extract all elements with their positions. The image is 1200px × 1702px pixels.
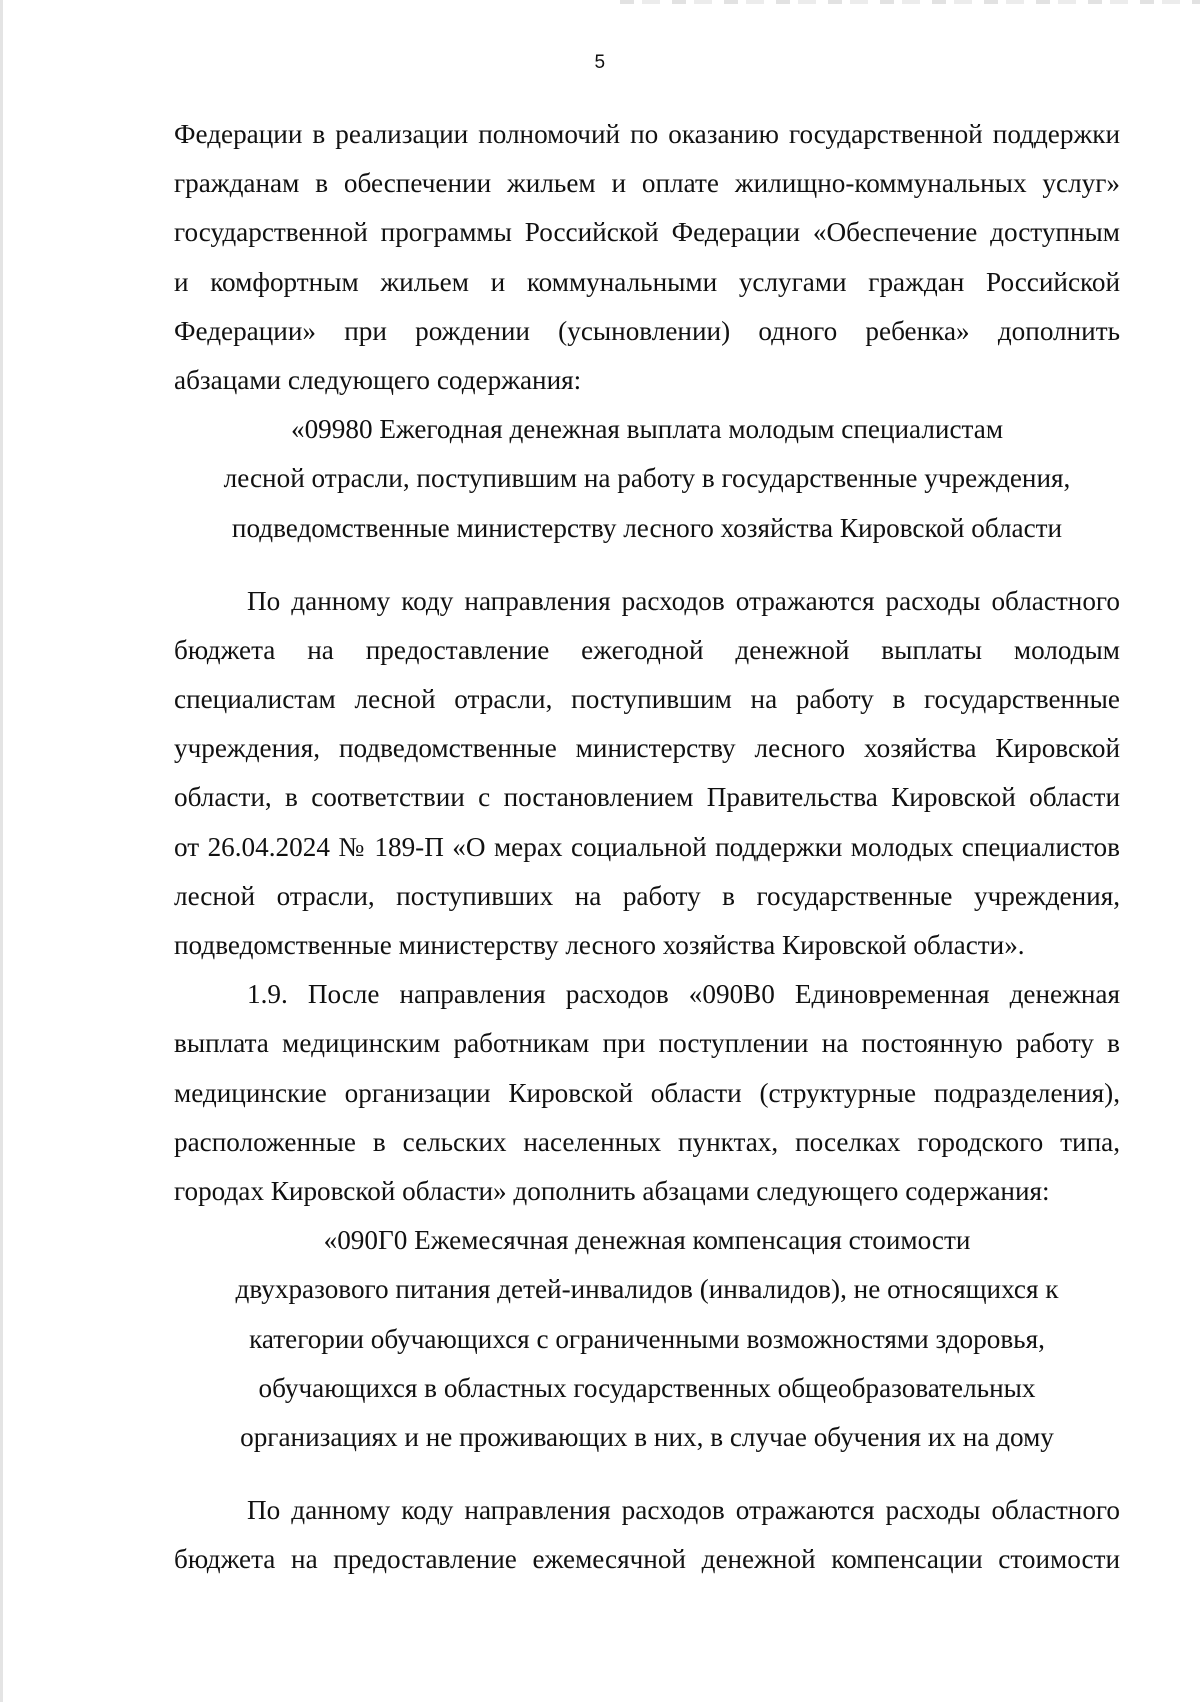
heading-line: обучающихся в областных государственных общеобразовательных [258, 1372, 1036, 1403]
text-line: городах Кировской области» дополнить абзацами следующего содержания: [174, 1175, 1050, 1206]
heading-line: подведомственные министерству лесного хозяйства Кировской области [231, 512, 1063, 543]
text-line: подведомственные министерству лесного хозяйства Кировской области». [174, 930, 1025, 960]
code-heading-09980 [174, 405, 1120, 553]
text-line: учреждения, подведомственные министерству лесного хозяйства Кировской [174, 733, 1120, 764]
text-line: специалистам лесной отрасли, поступившим на работу в государственные [174, 684, 1120, 715]
text-line: Федерации» при рождении (усыновлении) одного ребенка» дополнить [174, 315, 1120, 346]
text-line: выплата медицинским работникам при поступлении на постоянную работу в [174, 1028, 1120, 1059]
paragraph-4 [174, 1486, 1120, 1584]
text-line: от 26.04.2024 № 189-П «О мерах социальной поддержки молодых специалистов [174, 831, 1120, 862]
text-line: 1.9. После направления расходов «090В0 Единовременная денежная [247, 979, 1120, 1010]
text-line: расположенные в сельских населенных пунктах, поселках городского типа, [174, 1126, 1120, 1157]
paragraph-1 [174, 110, 1120, 405]
text-line: бюджета на предоставление ежемесячной денежной компенсации стоимости [174, 1544, 1120, 1575]
heading-line: «090Г0 Ежемесячная денежная компенсация стоимости [323, 1225, 971, 1256]
heading-line: «09980 Ежегодная денежная выплата молодым специалистам [290, 414, 1004, 445]
paragraph-2 [174, 577, 1120, 971]
heading-line: категории обучающихся с ограниченными возможностями здоровья, [249, 1323, 1045, 1354]
heading-line: лесной отрасли, поступившим на работу в государственные учреждения, [223, 463, 1071, 494]
text-line: гражданам в обеспечении жильем и оплате жилищно-коммунальных услуг» [174, 168, 1120, 199]
heading-line: двухразового питания детей-инвалидов (инвалидов), не относящихся к [235, 1274, 1059, 1305]
page-number: 5 [594, 52, 606, 73]
text-line: медицинские организации Кировской области (структурные подразделения), [174, 1077, 1120, 1108]
text-line: бюджета на предоставление ежегодной денежной выплаты молодым [174, 634, 1120, 665]
spacer [174, 1462, 1120, 1486]
text-line: По данному коду направления расходов отражаются расходы областного [247, 585, 1120, 616]
text-line: области, в соответствии с постановлением Правительства Кировской области [174, 782, 1120, 813]
text-line: лесной отрасли, поступивших на работу в государственные учреждения, [174, 880, 1120, 911]
document-body [174, 110, 1120, 1584]
paragraph-3 [174, 970, 1120, 1216]
text-line: Федерации в реализации полномочий по оказанию государственной поддержки [174, 119, 1120, 149]
scan-edge-top [620, 0, 1200, 4]
text-line: государственной программы Российской Федерации «Обеспечение доступным [174, 217, 1120, 248]
text-line: По данному коду направления расходов отражаются расходы областного [247, 1495, 1120, 1526]
spacer [174, 553, 1120, 577]
text-line: и комфортным жильем и коммунальными услугами граждан Российской [174, 266, 1120, 297]
heading-line: организациях и не проживающих в них, в случае обучения их на дому [240, 1421, 1054, 1452]
text-line: абзацами следующего содержания: [174, 364, 582, 395]
scan-edge-left [0, 0, 3, 1702]
code-heading-090G0 [174, 1216, 1120, 1462]
